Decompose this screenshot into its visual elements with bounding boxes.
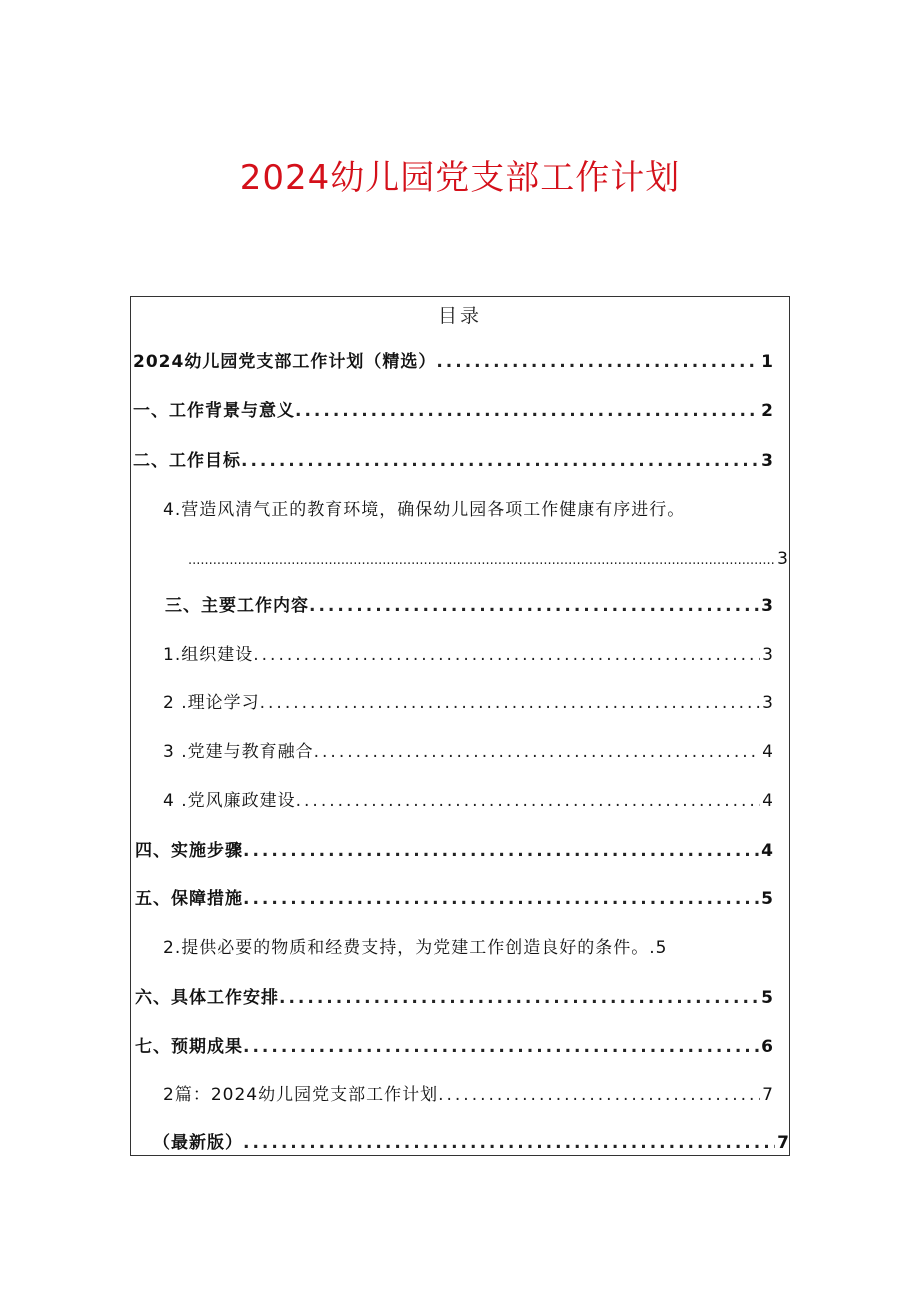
toc-entry-label: 五、保障措施 (135, 889, 243, 909)
toc-entry-label: 2篇：2024幼儿园党支部工作计划 (163, 1085, 439, 1105)
toc-entry-page: 3 (777, 549, 788, 569)
toc-entry-label: 七、预期成果 (135, 1037, 243, 1057)
toc-heading: 目录 (437, 305, 482, 327)
toc-leader (243, 886, 759, 912)
toc-entry-page: 6 (761, 1037, 773, 1057)
toc-entry[interactable] (135, 1034, 773, 1060)
toc-entry[interactable] (135, 985, 773, 1011)
toc-entry-label: （最新版） (153, 1133, 243, 1153)
toc-entry-label: 4 .党风廉政建设 (163, 791, 296, 811)
toc-leader (243, 1131, 775, 1155)
toc-entry[interactable] (163, 690, 773, 716)
toc-leader (295, 398, 759, 424)
toc-entry[interactable] (163, 642, 773, 668)
toc-entry-label: 二、工作目标 (133, 451, 241, 471)
toc-entry-page: 1 (761, 352, 773, 372)
toc-entry-label: 一、工作背景与意义 (133, 401, 295, 421)
table-of-contents (130, 296, 790, 1156)
toc-entry[interactable] (133, 398, 773, 424)
toc-entry-page: 7 (762, 1085, 773, 1105)
toc-entry-label: 2024幼儿园党支部工作计划（精选） (133, 352, 437, 372)
toc-entry[interactable] (165, 593, 773, 619)
toc-leader (260, 690, 761, 716)
toc-entry[interactable] (135, 838, 773, 864)
toc-entry[interactable] (163, 739, 773, 765)
toc-leader (296, 788, 761, 814)
toc-entry-label: 三、主要工作内容 (165, 596, 309, 616)
toc-entry[interactable] (135, 886, 773, 912)
toc-leader (243, 1034, 759, 1060)
toc-entry[interactable] (163, 1082, 773, 1108)
toc-entry-label: 四、实施步骤 (135, 841, 243, 861)
toc-entry-page: 4 (762, 742, 773, 762)
toc-entry-label: 六、具体工作安排 (135, 988, 279, 1008)
toc-entry-page: 3 (761, 596, 773, 616)
toc-entry-page: 4 (761, 841, 773, 861)
toc-entry-label: 2 .理论学习 (163, 693, 260, 713)
toc-entry-page: 7 (777, 1133, 789, 1153)
toc-entry-page: 2 (761, 401, 773, 421)
toc-entry-page: 4 (762, 791, 773, 811)
toc-leader (243, 838, 759, 864)
toc-entry[interactable] (163, 788, 773, 814)
toc-entry-long-label[interactable]: 4.营造风清气正的教育环境，确保幼儿园各项工作健康有序进行。 (163, 500, 686, 520)
toc-leader (436, 349, 759, 375)
toc-entry-label: 1.组织建设 (163, 645, 254, 665)
toc-entry[interactable] (133, 448, 773, 474)
toc-entry[interactable] (133, 349, 773, 375)
toc-entry-page: 3 (762, 693, 773, 713)
toc-entry-label: 3 .党建与教育融合 (163, 742, 314, 762)
toc-leader (279, 985, 759, 1011)
toc-leader (314, 739, 761, 765)
toc-leader (253, 642, 760, 668)
toc-leader (309, 593, 759, 619)
toc-entry-page: 3 (761, 451, 773, 471)
toc-entry-long-label[interactable]: 2.提供必要的物质和经费支持，为党建工作创造良好的条件。.5 (163, 938, 668, 958)
toc-leader (188, 548, 775, 572)
toc-entry[interactable] (153, 1131, 789, 1155)
document-title: 2024幼儿园党支部工作计划 (239, 158, 681, 198)
toc-leader (438, 1082, 760, 1108)
toc-entry-page: 5 (761, 889, 773, 909)
toc-leader (241, 448, 759, 474)
toc-entry-leader-line[interactable] (188, 546, 788, 572)
toc-entry-page: 3 (762, 645, 773, 665)
toc-entry-page: 5 (761, 988, 773, 1008)
